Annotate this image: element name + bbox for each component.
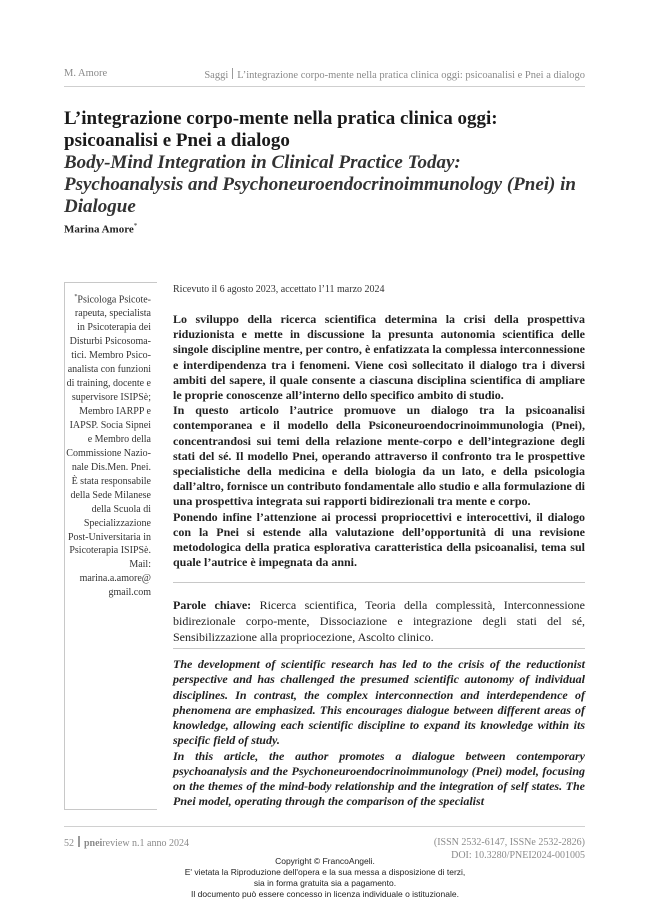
keywords-label: Parole chiave: [173,598,252,612]
running-header-separator [232,68,233,79]
abstract-it-paragraph-3: Ponendo infine l’attenzione ai processi propriocettivi e interocettivi, il dialogo con la Pnei si estende alla valutazione dell’opportunità di una revisione metodologica della pratica esplorativa caratteristica della psicoanalisi, tema sul quale l’autrice è impegnata da anni. [173,509,585,570]
folio-separator [78,836,80,847]
journal-issue: review n.1 anno 2024 [102,838,189,849]
abstract-it-paragraph-1: Lo sviluppo della ricerca scientifica determina la crisi della prospettiva riduzionista e mette in discussione la presunta autonomia scientifica delle singole discipline mentre, per contro, è enfatizzata la complessa interconnessione e interdipendenza tra i fenomeni. Viene così sollecitato il dialogo tra i diversi ambiti del sapere, il quale consente a ciascuna disciplina scientifica di ampliare le proprie conoscenze all’interno dello specifico ambito di studio. [173,312,585,403]
author-footnote-mark: * [133,222,138,230]
issn: (ISSN 2532-6147, ISSNe 2532-2826) [433,837,585,848]
running-header-author: M. Amore [64,68,108,79]
article-title-it: L’integrazione corpo-mente nella pratica clinica oggi: psicoanalisi e Pnei a dialogo [64,108,498,151]
abstract-it [173,312,585,570]
author-affiliation-note [64,291,151,600]
running-header-title: L’integrazione corpo-mente nella pratica clinica oggi: psicoanalisi e Pnei a dialogo [237,70,585,81]
article-title-en: Body-Mind Integration in Clinical Practice Today: Psychoanalysis and Psychoneuroendocrinoimmunology (Pnei) in Dialogue [64,152,576,217]
keywords-top-rule [173,582,585,583]
author-name: Marina Amore [64,223,134,236]
keywords [173,597,585,645]
copyright-line-4: Il documento può essere concesso in licenza individuale o istituzionale. [191,889,459,899]
running-header [64,68,585,84]
keywords-text: Ricerca scientifica, Teoria della complessità, Interconnessione bidirezionale corpo-mente, Dissociazione e integrazione degli stati del sé, Sensibilizzazione alla propriocezione, Ascolto clinico. [173,598,586,644]
copyright-notice [0,856,650,900]
page-number: 52 [64,838,74,849]
running-header-section: Saggi [204,70,229,81]
copyright-line-3: sia in forma gratuita sia a pagamento. [253,878,397,888]
abstract-en [173,657,585,810]
footer-rule [64,826,585,827]
header-rule [64,86,585,87]
abstract-en-paragraph-1: The development of scientific research has led to the crisis of the reductionist perspective and has challenged the presumed scientific autonomy of individual disciplines. In contrast, the complex interconnection and interdependence of phenomena are emphasized. This encourages dialogue between different areas of knowledge, allowing each scientific discipline to expand its knowledge within its specific field of study. [173,657,585,748]
article-author [64,222,137,236]
abstract-it-paragraph-2: In questo articolo l’autrice promuove un dialogo tra la psicoanalisi contemporanea e il modello della Psiconeuroendocrinoimmunologia (Pnei), concentrandosi sui temi della relazione mente-corpo e dell’integrazione degli stati del sé. Il modello Pnei, operando attraverso il confronto tra le prospettive specialistiche della medicina e della biologia da un lato, e della psicologia dall’altro, fornisce un contributo fondamentale allo studio e alla formulazione di una prospettiva integrata sui rapporti bidirezionali tra mente e corpo. [173,403,585,509]
abstract-en-paragraph-2: In this article, the author promotes a dialogue between contemporary psychoanalysis and the Psychoneuroendocrinoimmunology (Pnei) model, focusing on the themes of the mind-body relationship and the integration of self states. The Pnei model, operating through the comparison of the specialist [173,748,585,809]
copyright-line-2: E' vietata la Riproduzione dell'opera e la sua messa a disposizione di terzi, [184,867,466,877]
running-header-right [204,68,585,81]
copyright-line-1: Copyright © FrancoAngeli. [275,856,375,866]
page-folio [64,836,189,849]
journal-name-bold: pnei [84,838,103,849]
affiliation-text: Psicologa Psicote- rapeuta, specialista in Psicoterapia dei Disturbi Psicosoma- tici. Membro Psico- analista con funzioni di training, docente e supervisore ISIPSè; Membro IARPP e IAPSP. Socia Sipnei e Membro della Commissione Nazio- nale Dis.Men. Pnei. È stata responsabile della Sede Milanese della Scuola di Specializzazione Post-Universitaria in Psicoterapia ISIPSè. Mail: marina.a.amore@ gmail.com [66,294,151,599]
affiliation-mark: * [74,294,78,300]
doi: DOI: 10.3280/PNEI2024-001005 [451,850,585,861]
keywords-bottom-rule [173,648,585,649]
received-date: Ricevuto il 6 agosto 2023, accettato l’11 marzo 2024 [173,284,385,295]
